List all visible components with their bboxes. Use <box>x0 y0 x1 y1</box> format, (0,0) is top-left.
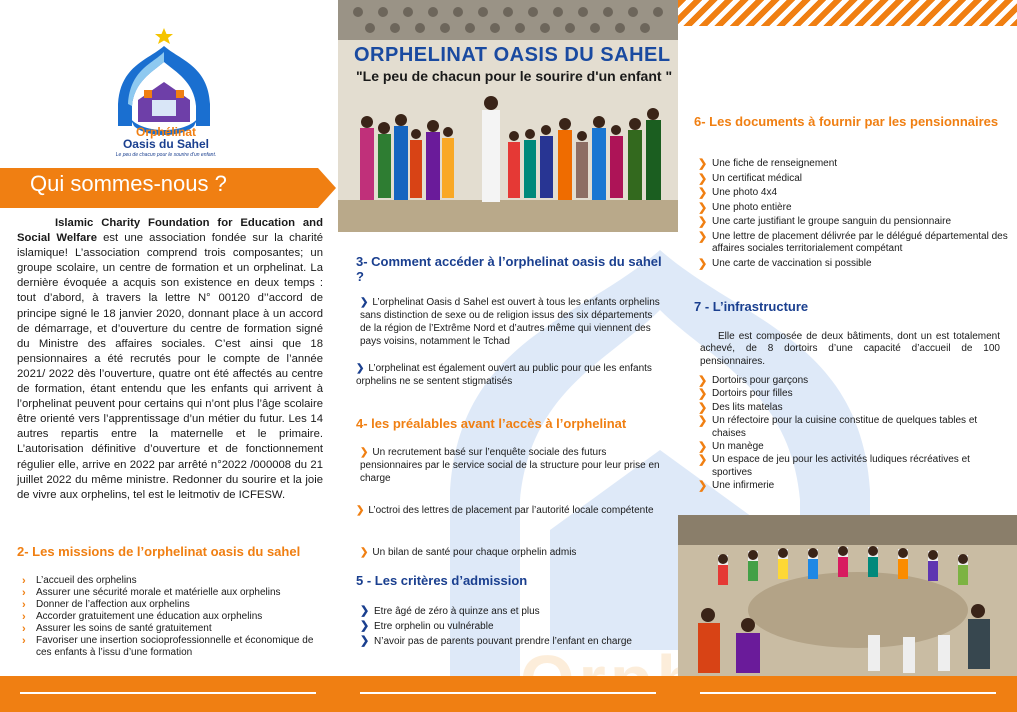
list-item: ❯ Un manège <box>698 441 764 454</box>
footer-divider <box>20 692 316 694</box>
chevron-right-icon: ❯ <box>360 635 370 647</box>
chevron-right-icon: ❯ <box>698 257 708 270</box>
chevron-right-icon: › <box>22 611 26 623</box>
list-item: › L’accueil des orphelins <box>22 575 137 587</box>
list-item: ❯ Un espace de jeu pour les activités ludiques récréatives et sportives <box>698 454 970 478</box>
chevron-right-icon: › <box>22 623 26 635</box>
chevron-right-icon: › <box>22 587 26 599</box>
about-text <box>17 216 323 503</box>
list-item: ❯ Etre orphelin ou vulnérable <box>360 620 494 632</box>
column-about <box>0 0 338 712</box>
list-item: ❯ Une lettre de placement délivrée par le délégué départemental des affaires sociales territorialement compétant <box>698 230 1008 255</box>
list-item: ❯ Un réfectoire pour la cuisine constitue de quelques tables et chaises <box>698 415 978 439</box>
sign-title: ORPHELINAT OASIS DU SAHEL <box>354 44 671 66</box>
footer-divider <box>700 692 996 694</box>
list-item: › Assurer les soins de santé gratuitement <box>22 623 212 635</box>
footer-divider <box>360 692 656 694</box>
logo-name-line1: Orphélinat <box>135 125 196 139</box>
prerequisite-paragraph: ❯ Un recrutement basé sur l’enquête sociale des futurs pensionnaires par le service social de la structure pour leur prise en charge <box>360 447 660 484</box>
prerequisite-paragraph: ❯ Un bilan de santé pour chaque orphelin admis <box>360 547 577 558</box>
children-circle-photo <box>678 515 1017 676</box>
list-item: ❯ Une photo 4x4 <box>698 187 778 200</box>
list-item: › Favoriser une insertion socioprofessionnelle et économique de ces enfants à l’issu d’une formation <box>22 635 314 658</box>
chevron-right-icon: ❯ <box>356 505 365 516</box>
chevron-right-icon: ❯ <box>360 605 370 617</box>
list-item: › Assurer une sécurité morale et matérielle aux orphelins <box>22 587 281 599</box>
chevron-right-icon: ❯ <box>698 388 708 401</box>
infrastructure-list <box>698 375 1003 493</box>
chevron-right-icon: ❯ <box>360 297 369 308</box>
chevron-right-icon: ❯ <box>356 363 365 374</box>
chevron-right-icon: ❯ <box>698 415 708 428</box>
chevron-right-icon: ❯ <box>698 216 708 229</box>
list-item: ❯ Dortoirs pour filles <box>698 388 793 401</box>
chevron-right-icon: ❯ <box>698 454 708 467</box>
logo-name-line2: Oasis du Sahel <box>122 137 210 151</box>
chevron-right-icon: ❯ <box>698 187 708 200</box>
list-item: › Donner de l’affection aux orphelins <box>22 599 190 611</box>
chevron-right-icon: ❯ <box>698 230 708 243</box>
list-item: ❯ Une carte de vaccination si possible <box>698 257 872 270</box>
chevron-right-icon: ❯ <box>360 447 369 458</box>
chevron-right-icon: › <box>22 635 26 647</box>
list-item: ❯ Dortoirs pour garçons <box>698 375 809 387</box>
list-item: ❯ Un certificat médical <box>698 172 803 185</box>
criteria-list <box>360 605 660 648</box>
list-item: ❯ Une infirmerie <box>698 480 775 493</box>
chevron-right-icon: ❯ <box>698 480 708 493</box>
infrastructure-intro: Elle est composée de deux bâtiments, dont un est totalement achevé, de 8 dortoirs d’une capacité d’accueil de 100 pensionnaires. <box>700 331 1000 367</box>
footer-band <box>0 676 1017 712</box>
chevron-right-icon: ❯ <box>698 441 708 454</box>
group-photo <box>338 0 678 232</box>
documents-title: 6- Les documents à fournir par les pensionnaires <box>694 114 999 129</box>
list-item: ❯ Une photo entière <box>698 201 792 214</box>
access-paragraph: ❯ L’orphelinat Oasis d Sahel est ouvert à tous les enfants orphelins sans distinction de sexe ou de religion issus des six départements de la région de l’Extrême Nord et d’autres même qui viennent des pays voisins, notamment le Tchad <box>360 297 660 347</box>
chevron-right-icon: › <box>22 599 26 611</box>
prerequisite-paragraph: ❯ L’octroi des lettres de placement par l’autorité locale compétente <box>356 505 654 516</box>
chevron-right-icon: ❯ <box>360 547 369 558</box>
list-item: ❯ Une fiche de renseignement <box>698 158 838 170</box>
chevron-right-icon: ❯ <box>698 201 708 214</box>
access-title: 3- Comment accéder à l’orphelinat oasis du sahel ? <box>356 254 662 284</box>
about-title: Qui sommes-nous ? <box>30 171 227 196</box>
chevron-right-icon: ❯ <box>698 158 708 170</box>
logo-name <box>96 126 236 150</box>
list-item: ❯ Une carte justifiant le groupe sanguin du pensionnaire <box>698 216 952 229</box>
criteria-title: 5 - Les critères d’admission <box>356 573 528 588</box>
access-paragraph: ❯ L’orphelinat est également ouvert au public pour que les enfants orphelins ne se sentent stigmatisés <box>356 363 652 387</box>
logo-tagline: Le peu de chacun pour le sourire d'un enfant. <box>115 152 217 158</box>
decorative-stripes <box>678 0 1017 26</box>
chevron-right-icon: › <box>22 575 26 587</box>
group-photo-scene <box>338 0 678 232</box>
list-item: ❯ N’avoir pas de parents pouvant prendre l’enfant en charge <box>360 635 632 647</box>
sign-subtitle: "Le peu de chacun pour le sourire d'un enfant " <box>356 68 673 84</box>
chevron-right-icon: ❯ <box>360 620 370 632</box>
column-access <box>338 0 678 712</box>
chevron-right-icon: ❯ <box>698 401 708 414</box>
infrastructure-title: 7 - L’infrastructure <box>694 299 809 314</box>
list-item: ❯ Etre âgé de zéro à quinze ans et plus <box>360 605 540 617</box>
org-name: Islamic Charity Foundation for Education and Social Welfare <box>17 217 323 245</box>
about-body: est une association fondée sur la charité islamique! L’association comprend trois composantes; un groupe scolaire, un centre de formation et un orphelinat. La dernière évoquée a acquis son existence en deux temps : tout d’abord, à travers la lettre N° 00120 d’’accord de principe signé le 18 janvier 2020, donnant place à un accord de démarrage, et d’ouverture du centre de formation signé du Ministre des affaires sociales. C’est ainsi que 18 pensionnaires a été recrutés pour le compte de l’année 2021/ 2022 dès l’ouverture, quatre ont été affectés au centre de formation, étant entendu que les enfants qui arrivent à l’orphelinat peuvent pour certains qui n’ont plus l’âge scolaire être orienté vers l’apprentissage d’un métier du futur. Les 14 autres repartis entre la maternelle et le primaire. L’autorisation définitive d’ouverture et de fonctionnement régulier elle, arrive en 2022 par arrêté n°2022 /000008 du 21 juillet 2022 du même ministre. Redonner du sourire et la joie de vivre aux orphelins, tel est le leitmotiv de ICFESW. <box>17 232 323 501</box>
missions-list <box>22 575 322 659</box>
missions-title: 2- Les missions de l’orphelinat oasis du sahel <box>17 544 301 559</box>
documents-list <box>698 158 1008 270</box>
prerequisites-title: 4- les préalables avant l’accès à l’orphelinat <box>356 416 627 431</box>
list-item: › Accorder gratuitement une éducation aux orphelins <box>22 611 263 623</box>
children-circle-scene <box>678 515 1017 676</box>
chevron-right-icon: ❯ <box>698 172 708 185</box>
list-item: ❯ Des lits matelas <box>698 401 783 414</box>
column-documents <box>678 0 1017 712</box>
chevron-right-icon: ❯ <box>698 375 708 387</box>
